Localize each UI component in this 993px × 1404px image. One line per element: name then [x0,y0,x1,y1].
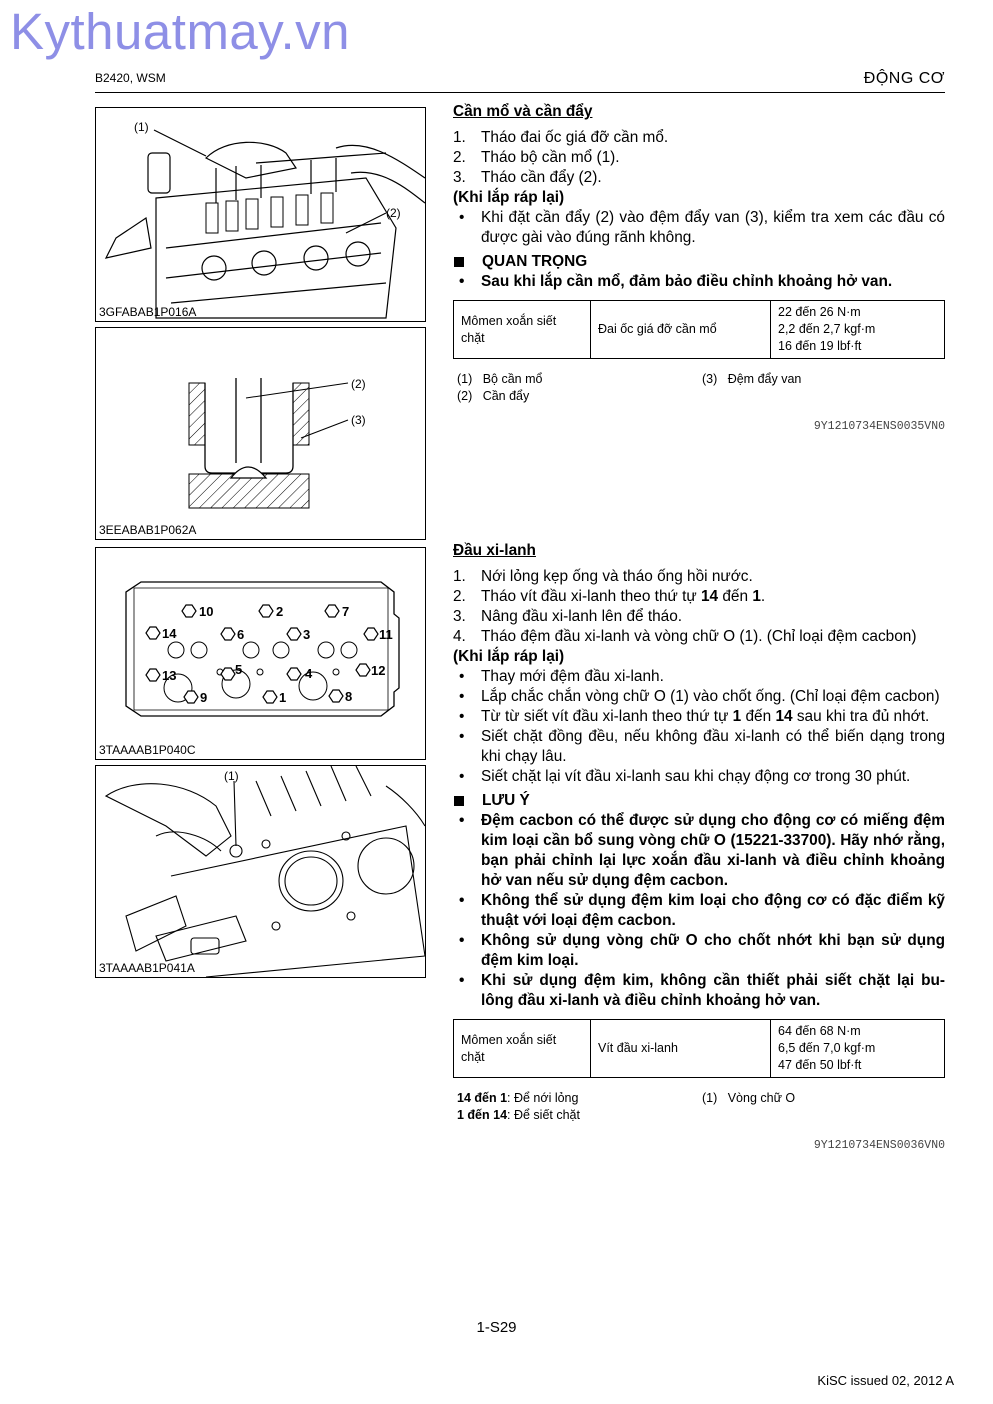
torque-label: Mômen xoắn siết chặt [454,301,591,359]
legend: (1) Bộ cần mổ (2) Cần đẩy (3) Đệm đẩy van [457,372,802,403]
watermark: Kythuatmay.vn [10,3,351,60]
step-list [453,567,945,647]
bolt-8: 8 [345,689,353,704]
list-item: • Đệm cacbon có thể được sử dụng cho động cơ có miếng đệm kim loại cần bổ sung vòng chữ O (15221-33700). Hãy nhớ rằng, bạn phải chỉnh lại lực xoắn đầu xi-lanh và điều chỉnh khoảng hở van nếu sử dụng đệm cacbon. [459,812,945,889]
section-title: Cần mổ và cần đẩy [453,103,593,120]
doc-code: 9Y1210734ENS0035VN0 [813,420,945,433]
figure-code: 3TAAAAB1P040C [99,743,196,757]
step-list [453,128,945,188]
figure-code: 3GFABAB1P016A [99,305,197,319]
header-rule [95,92,945,93]
bullet-list [453,208,945,248]
header-model: B2420, WSM [95,71,166,85]
bolt-7: 7 [342,604,350,619]
fig2-label-2: (2) [351,377,366,391]
list-item: • Siết chặt lại vít đầu xi-lanh sau khi chạy động cơ trong 30 phút. [459,768,911,785]
list-item: • Thay mới đệm đầu xi-lanh. [459,668,664,685]
list-item: 1. Tháo đai ốc giá đỡ cần mổ. [453,129,669,146]
notice-list [453,811,945,1011]
fig2-label-3: (3) [351,413,366,427]
list-item: • Không sử dụng vòng chữ O cho chốt nhớt khi bạn sử dụng đệm kim loại. [459,932,945,969]
fig4-label-1: (1) [224,769,239,783]
square-bullet-icon [454,796,464,806]
bolt-3: 3 [303,627,311,642]
list-item: • Sau khi lắp cần mổ, đảm bảo điều chỉnh khoảng hở van. [459,273,893,290]
section-rocker-arm [453,102,945,437]
torque-values: 64 đến 68 N·m 6,5 đến 7,0 kgf·m 47 đến 50 lbf·ft [771,1020,945,1078]
torque-item: Đai ốc giá đỡ cần mổ [591,301,771,359]
notice-list [453,272,945,292]
bolt-12: 12 [371,663,386,678]
header-section: ĐỘNG CƠ [863,70,945,87]
square-bullet-icon [454,257,464,267]
issue-info: KiSC issued 02, 2012 A [817,1373,954,1388]
bolt-14: 14 [162,626,177,641]
list-item: 1. Nới lỏng kẹp ống và tháo ống hồi nước. [453,568,753,585]
notice-heading: LƯU Ý [453,791,945,811]
bolt-6: 6 [237,627,245,642]
bolt-4: 4 [305,666,313,681]
torque-label: Mômen xoắn siết chặt [454,1020,591,1078]
list-item: • Từ từ siết vít đầu xi-lanh theo thứ tự 1 đến 14 sau khi tra đủ nhớt. [459,708,930,725]
bolt-5: 5 [235,662,243,677]
bolt-9: 9 [200,690,208,705]
bolt-2: 2 [276,604,284,619]
list-item: • Lắp chắc chắn vòng chữ O (1) vào chốt ống. (Chỉ loại đệm cacbon) [459,688,940,705]
head-gasket-illustration [96,766,425,977]
bolt-13: 13 [162,668,177,683]
reassembly-heading: (Khi lắp ráp lại) [453,189,565,206]
torque-values: 22 đến 26 N·m 2,2 đến 2,7 kgf·m 16 đến 19 lbf·ft [771,301,945,359]
rocker-arm-illustration [96,108,425,321]
list-item: • Không thể sử dụng đệm kim loại cho động cơ có đặc điểm kỹ thuật với loại đệm cacbon. [459,892,945,929]
torque-table [453,300,945,359]
bolt-sequence-diagram [96,548,425,759]
notice-heading: QUAN TRỌNG [453,252,945,272]
list-item: 3. Nâng đầu xi-lanh lên để tháo. [453,608,683,625]
figure-push-rod-section [95,327,426,540]
page-number: 1-S29 [476,1319,517,1336]
figure-bolt-sequence [95,547,426,760]
section-cylinder-head [453,541,945,1156]
figure-code: 3TAAAAB1P041A [99,961,195,975]
fig1-label-2: (2) [386,206,401,220]
bolt-11: 11 [379,627,393,642]
push-rod-section-illustration [96,328,425,539]
reassembly-heading: (Khi lắp ráp lại) [453,648,565,665]
doc-code: 9Y1210734ENS0036VN0 [813,1139,945,1152]
list-item: 3. Tháo cần đẩy (2). [453,169,602,186]
figure-rocker-arm [95,107,426,322]
list-item: • Siết chặt đồng đều, nếu không đầu xi-lanh có thể biến dạng trong khi chạy lâu. [459,728,945,765]
list-item: 2. Tháo vít đầu xi-lanh theo thứ tự 14 đến 1. [453,588,766,605]
figure-code: 3EEABAB1P062A [99,523,197,537]
figure-head-gasket [95,765,426,978]
torque-table [453,1019,945,1078]
legend: 14 đến 1: Để nới lỏng 1 đến 14: Để siết chặt (1) Vòng chữ O [457,1091,796,1122]
fig1-label-1: (1) [134,120,149,134]
list-item: • Khi sử dụng đệm kim, không cần thiết phải siết chặt lại bu-lông đầu xi-lanh và điều chỉnh khoảng hở van. [459,972,945,1009]
torque-item: Vít đầu xi-lanh [591,1020,771,1078]
bolt-1: 1 [279,690,287,705]
section-title: Đầu xi-lanh [453,542,536,559]
list-item: 2. Tháo bộ cần mổ (1). [453,149,620,166]
list-item: 4. Tháo đệm đầu xi-lanh và vòng chữ O (1). (Chỉ loại đệm cacbon) [453,628,917,645]
bolt-10: 10 [199,604,214,619]
list-item: • Khi đặt cần đẩy (2) vào đệm đẩy van (3), kiểm tra xem các đầu có được gài vào đúng rãnh không. [459,209,945,246]
bullet-list [453,667,945,787]
